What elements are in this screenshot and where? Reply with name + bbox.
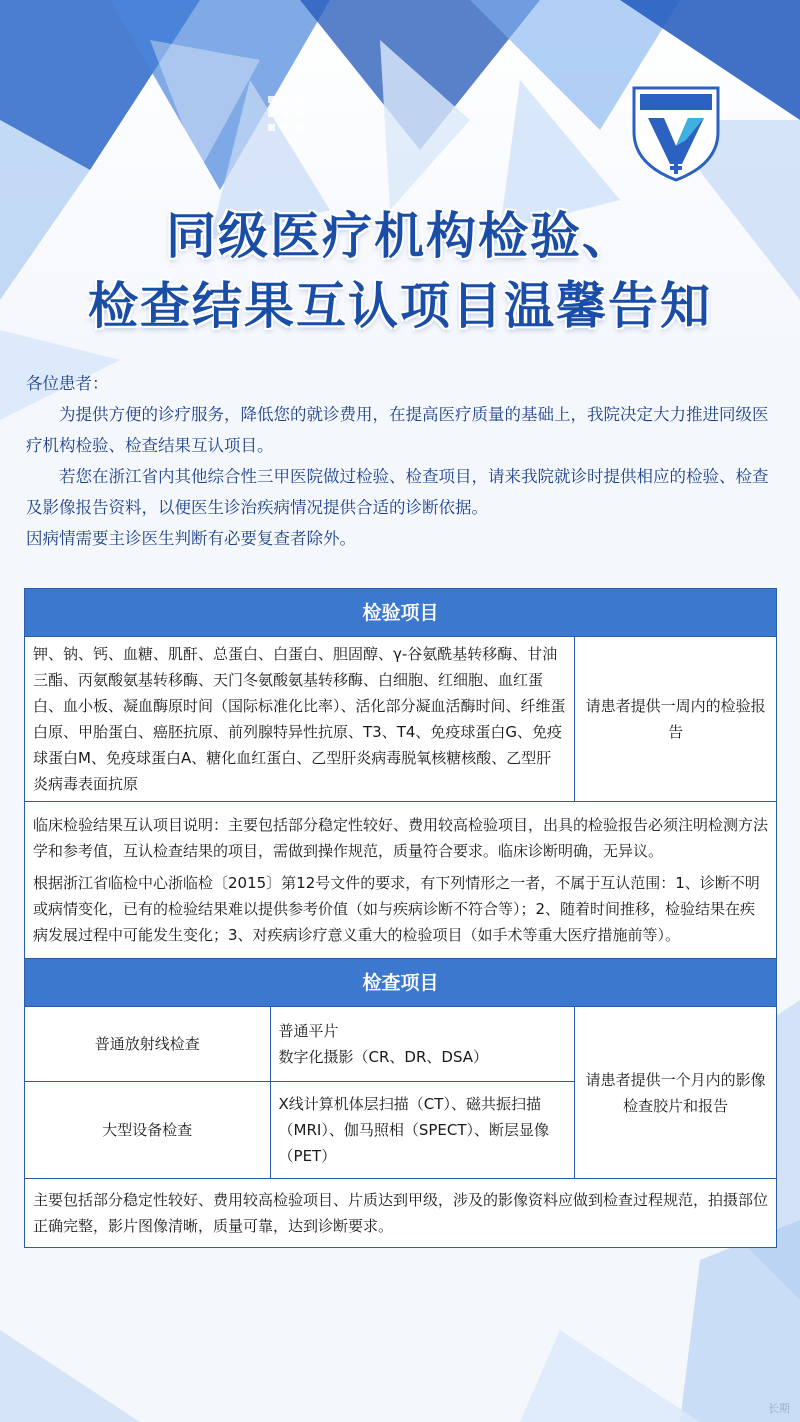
exam-requirement-cell: 请患者提供一个月内的影像检查胶片和报告 [575,1007,777,1179]
lab-items-cell: 钾、钠、钙、血糖、肌酐、总蛋白、白蛋白、胆固醇、γ-谷氨酰基转移酶、甘油三酯、丙氨酸氨基转移酶、天门冬氨酸氨基转移酶、白细胞、红细胞、血红蛋白、血小板、凝血酶原时间（国际标准化比率）、活化部分凝血活酶时间、纤维蛋白原、甲胎蛋白、癌胚抗原、前列腺特异性抗原、T3、T4、免疫球蛋白G、免疫球蛋白M、免疫球蛋白A、糖化血红蛋白、乙型肝炎病毒脱氧核糖核酸、乙型肝炎病毒表面抗原 [25,637,575,802]
intro-section [26,368,776,554]
lab-note-1: 临床检验结果互认项目说明：主要包括部分稳定性较好、费用较高检验项目，出具的检验报告必须注明检测方法学和参考值，互认检查结果的项目，需做到操作规范，质量符合要求。临床诊断明确，无异议。 [33,816,769,860]
exam-row1-item-b: 数字化摄影（CR、DR、DSA） [278,1048,489,1066]
mutual-recognition-table [24,588,777,1248]
exam-row1-items [270,1007,575,1082]
intro-paragraph-2: 若您在浙江省内其他综合性三甲医院做过检验、检查项目，请来我院就诊时提供相应的检验、检查及影像报告资料，以便医生诊治疾病情况提供合适的诊断依据。 [26,467,769,517]
exam-note-cell: 主要包括部分稳定性较好、费用较高检验项目、片质达到甲级，涉及的影像资料应做到检查过程规范，拍摄部位正确完整，影片图像清晰，质量可靠，达到诊断要求。 [25,1179,777,1248]
lab-notes-cell [25,802,777,959]
exam-row1-name: 普通放射线检查 [25,1007,271,1082]
intro-paragraph-1: 为提供方便的诊疗服务，降低您的就诊费用，在提高医疗质量的基础上，我院决定大力推进同级医疗机构检验、检查结果互认项目。 [26,405,769,455]
exam-row2-items: X线计算机体层扫描（CT）、磁共振扫描（MRI）、伽马照相（SPECT）、断层显像（PET） [270,1082,575,1179]
greeting: 各位患者： [26,374,109,393]
page-title-line2: 检查结果互认项目温馨告知 [88,276,712,335]
intro-paragraph-3: 因病情需要主诊医生判断有必要复查者除外。 [26,529,356,548]
hospital-logo-shield-icon [630,80,722,184]
exam-row1-item-a: 普通平片 [278,1022,339,1040]
lab-note-2: 根据浙江省临检中心浙临检〔2015〕第12号文件的要求，有下列情形之一者，不属于互认范围：1、诊断不明或病情变化，已有的检验结果难以提供参考价值（如与疾病诊断不符合等）；2、随着时间推移，检验结果在疾病发展过程中可能发生变化；3、对疾病诊疗意义重大的检验项目（如手术等重大医疗措施前等）。 [33,874,760,944]
exam-row2-name: 大型设备检查 [25,1082,271,1179]
lab-requirement-cell: 请患者提供一周内的检验报告 [575,637,777,802]
lab-section-header: 检验项目 [25,589,777,637]
exam-section-header: 检查项目 [25,959,777,1007]
corner-watermark-text: 长期 [768,1402,790,1415]
page-title-line1: 同级医疗机构检验、 [166,206,634,265]
